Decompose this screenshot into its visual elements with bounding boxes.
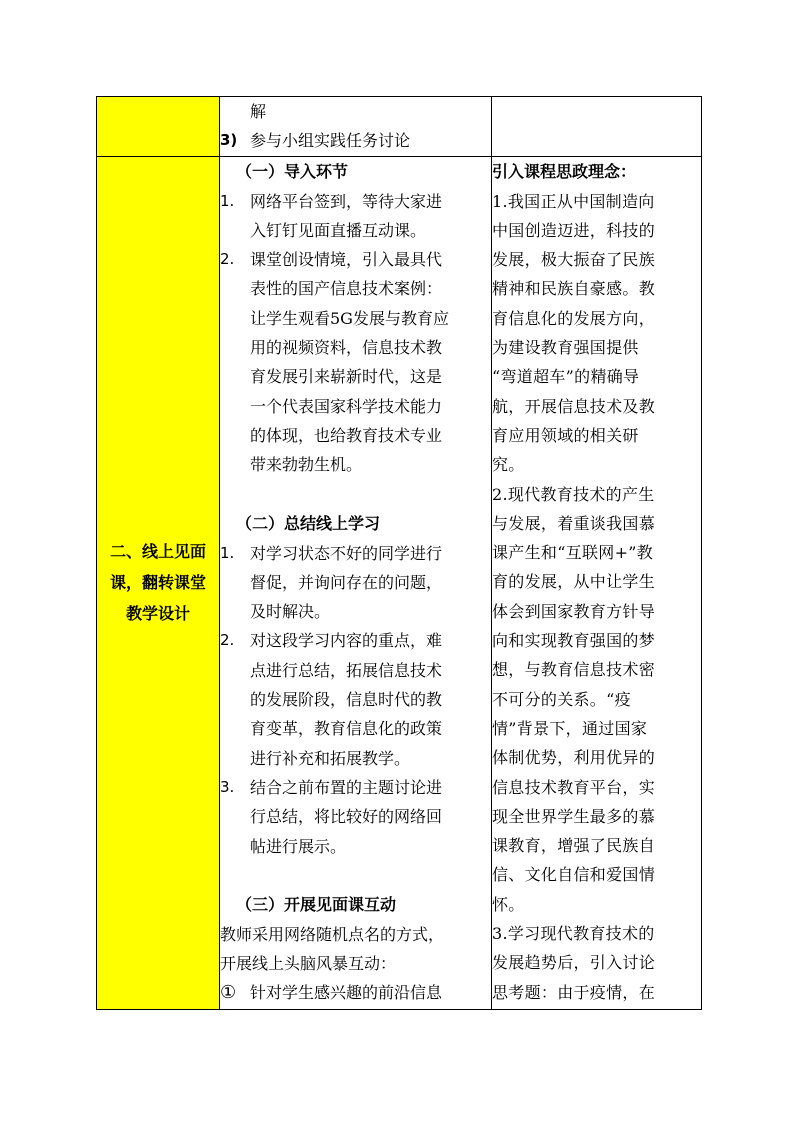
teaching-content-cell: [220, 156, 492, 1009]
item-text-line: 课堂创设情境，引入最具代: [250, 250, 443, 270]
lesson-plan-table: [96, 96, 702, 1010]
ideology-text-line: 育信息化的发展方向，: [492, 308, 656, 328]
ideology-text-line: 3.学习现代教育技术的: [492, 924, 655, 944]
item-number: 2.: [220, 250, 235, 269]
ideology-text-line: 育应用领域的相关研: [492, 425, 639, 445]
list-item: [220, 773, 491, 861]
section-label-line: 二、线上见面: [109, 542, 206, 562]
ideology-text-line: 发展趋势后，引入讨论: [492, 953, 656, 973]
item-text-line: 帖进行展示。: [250, 836, 347, 856]
list-item: [220, 187, 491, 246]
ideology-text-line: 思考题：由于疫情，在: [492, 982, 656, 1002]
ideology-text-line: 育的发展，从中让学生: [492, 572, 656, 592]
list-item: [220, 626, 491, 772]
item-text: 针对学生感兴趣的前沿信息: [250, 983, 443, 1003]
item-text-line: 网络平台签到，等待大家进: [250, 191, 443, 211]
section-heading: （三）开展见面课互动: [236, 894, 397, 914]
section-label-line: 教学设计: [125, 604, 190, 624]
ideology-text-line: 想，与教育信息技术密: [492, 660, 656, 680]
ideology-text-line: 体制优势，利用优异的: [492, 748, 656, 768]
ideology-text-line: 不可分的关系。“疫: [492, 689, 631, 709]
item-text: 参与小组实践任务讨论: [250, 131, 411, 151]
item-text-line: 用的视频资料，信息技术教: [250, 338, 443, 358]
ideology-text-line: 课产生和“互联网+”教: [492, 543, 654, 563]
ideology-text-line: 为建设教育强国提供: [492, 338, 639, 358]
item-text-line: 一个代表国家科学技术能力: [250, 396, 443, 416]
item-number: 2.: [220, 631, 235, 650]
ideology-text-line: 究。: [492, 455, 525, 475]
item-number: 1.: [220, 191, 235, 210]
section-label-line: 课，翻转课堂: [109, 573, 206, 593]
item-text-line: 让学生观看5G发展与教育应: [250, 308, 449, 328]
ideology-text-line: 课教育，增强了民族自: [492, 836, 656, 856]
ideology-text-line: 体会到国家教育方针导: [492, 601, 656, 621]
item-text-line: 督促，并询问存在的问题，: [250, 572, 443, 592]
ideology-text-line: 精神和民族自豪感。教: [492, 279, 656, 299]
top-left-cell: [97, 97, 220, 157]
item-text-line: 入钉钉见面直播互动课。: [250, 220, 427, 240]
item-number: 1.: [220, 543, 235, 562]
item-text-line: 育发展引来崭新时代，这是: [250, 367, 443, 387]
item-text-line: 行总结，将比较好的网络回: [250, 807, 443, 827]
list-item: [220, 245, 491, 479]
ideology-text-line: 与发展，着重谈我国慕: [492, 513, 656, 533]
ideology-text-line: 航，开展信息技术及教: [492, 396, 656, 416]
ideology-text: [492, 187, 701, 1007]
list-item: [220, 126, 491, 155]
item-text-line: 表性的国产信息技术案例：: [250, 279, 443, 299]
list-item: [220, 539, 491, 627]
table-row-main: [97, 156, 702, 1009]
item-text-line: 对学习状态不好的同学进行: [250, 543, 443, 563]
item-number: ①: [220, 982, 237, 1004]
section-label-cell: [97, 156, 220, 1009]
ideology-cell: [492, 156, 702, 1009]
ideology-text-line: 现全世界学生最多的慕: [492, 806, 656, 826]
section-heading: （一）导入环节: [236, 161, 349, 181]
item-text-line: 带来勃勃生机。: [250, 455, 363, 475]
continuation-text: 解: [250, 102, 267, 121]
ideology-text-line: 向和实现教育强国的梦: [492, 631, 656, 651]
ideology-text-line: 信息技术教育平台，实: [492, 777, 656, 797]
item-list: [220, 539, 491, 861]
ideology-heading: 引入课程思政理念：: [492, 161, 637, 181]
top-right-cell: [492, 97, 702, 157]
item-number: 3): [220, 131, 238, 150]
ideology-text-line: 2.现代教育技术的产生: [492, 484, 655, 504]
item-text-line: 育变革，教育信息化的政策: [250, 719, 443, 739]
item-number: 3.: [220, 777, 235, 796]
paragraph-line: 开展线上头脑风暴互动：: [220, 954, 397, 974]
item-text-line: 点进行总结，拓展信息技术: [250, 660, 443, 680]
top-middle-cell: [220, 97, 492, 157]
ideology-text-line: 发展，极大振奋了民族: [492, 250, 656, 270]
ideology-text-line: 怀。: [492, 894, 525, 914]
item-text-line: 对这段学习内容的重点，难: [250, 631, 443, 651]
ideology-text-line: 1.我国正从中国制造向: [492, 191, 655, 211]
item-list: [220, 187, 491, 480]
ideology-text-line: 信、文化自信和爱国情: [492, 865, 656, 885]
item-text-line: 的体现，也给教育技术专业: [250, 425, 443, 445]
ideology-text-line: 中国创造迈进，科技的: [492, 220, 656, 240]
paragraph-line: 教师采用网络随机点名的方式，: [220, 924, 445, 944]
section-heading: （二）总结线上学习: [236, 513, 381, 533]
item-text-line: 进行补充和拓展教学。: [250, 748, 411, 768]
item-text-line: 的发展阶段，信息时代的教: [250, 690, 443, 710]
item-text-line: 及时解决。: [250, 602, 331, 622]
table-row-top: [97, 97, 702, 157]
list-item: [220, 978, 491, 1007]
ideology-text-line: 情”背景下，通过国家: [492, 718, 648, 738]
ideology-text-line: “弯道超车”的精确导: [492, 367, 640, 387]
item-text-line: 结合之前布置的主题讨论进: [250, 777, 443, 797]
